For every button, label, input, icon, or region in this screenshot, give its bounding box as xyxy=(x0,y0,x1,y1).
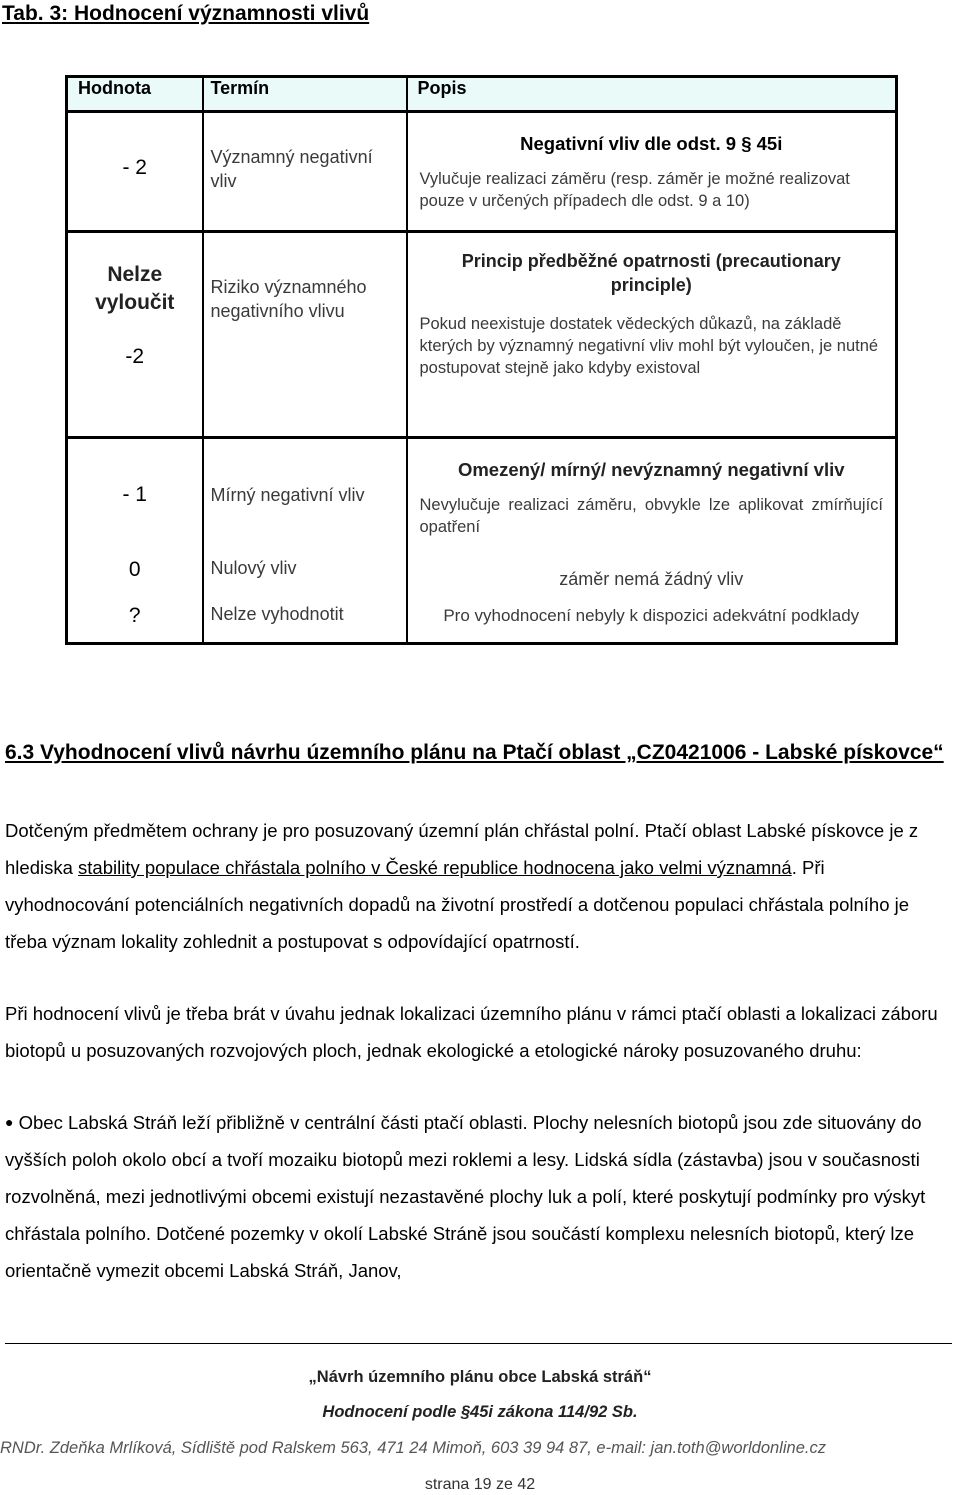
table-header-row xyxy=(67,77,897,112)
header-term: Termín xyxy=(203,77,407,112)
row-description: Pro vyhodnocení nebyly k dispozici adekvátní podklady xyxy=(407,600,897,644)
row-value: - 2 xyxy=(67,112,203,232)
header-description: Popis xyxy=(407,77,897,112)
footer-subtitle: Hodnocení podle §45i zákona 114/92 Sb. xyxy=(322,1403,638,1421)
row-value: - 1 xyxy=(67,438,203,554)
paragraph-1-start: Dotčeným předmětem ochrany je pro posuzovaný územní plán chřástal polní. Ptačí oblast Labské pískovce je z hlediska xyxy=(5,820,919,878)
footer-divider xyxy=(5,1343,952,1344)
paragraph-3 xyxy=(5,1104,950,1289)
table-row xyxy=(67,438,897,554)
row-description: záměr nemá žádný vliv xyxy=(407,554,897,600)
page-number: strana 19 ze 42 xyxy=(424,1476,536,1493)
section-heading: 6.3 Vyhodnocení vlivů návrhu územního plánu na Ptačí oblast „CZ0421006 - Labské pískovce“ xyxy=(5,741,944,764)
paragraph-2: Při hodnocení vlivů je třeba brát v úvahu jednak lokalizaci územního plánu v rámci ptačí oblasti a lokalizaci záboru biotopů u posuzovaných rozvojových ploch, jednak ekologické a etologické nároky posuzovaného druhu: xyxy=(5,1003,938,1061)
row-term: Nulový vliv xyxy=(203,554,407,600)
row-value xyxy=(67,232,203,438)
paragraph-1-end: . Při vyhodnocování potenciálních negativních dopadů na životní prostředí a dotčenou populaci chřástala polního je třeba význam lokality zohlednit a postupovat s odpovídající opatrností. xyxy=(5,857,910,952)
table-caption: Tab. 3: Hodnocení významnosti vlivů xyxy=(2,2,370,25)
paragraph-1-underlined: stability populace chřástala polního v České republice hodnocena jako velmi významná xyxy=(78,857,792,878)
table-row xyxy=(67,232,897,438)
row-value-label: Nelze vyloučit xyxy=(95,263,175,314)
row-description xyxy=(407,112,897,232)
row-term: Významný negativní vliv xyxy=(203,112,407,232)
table-row xyxy=(67,112,897,232)
footer-title: „Návrh územního plánu obce Labská stráň“ xyxy=(308,1368,652,1386)
row-description xyxy=(407,232,897,438)
row-desc-title: Negativní vliv dle odst. 9 § 45i xyxy=(520,133,783,154)
bullet-icon: ● xyxy=(5,1114,14,1130)
table-row xyxy=(67,554,897,600)
row-description xyxy=(407,438,897,554)
row-term: Riziko významného negativního vlivu xyxy=(203,232,407,438)
row-desc-text: Pokud neexistuje dostatek vědeckých důkazů, na základě kterých by významný negativní vliv mohl být vyloučen, je nutné postupovat stejně jako kdyby existoval xyxy=(419,315,879,377)
footer-address: RNDr. Zdeňka Mrlíková, Sídliště pod Ralskem 563, 471 24 Mimoň, 603 39 94 87, e-mail: jan.toth@worldonline.cz xyxy=(0,1439,826,1457)
row-desc-title: Princip předběžné opatrnosti (precautionary principle) xyxy=(461,251,841,295)
table-row xyxy=(67,600,897,644)
row-desc-title: Omezený/ mírný/ nevýznamný negativní vliv xyxy=(457,459,845,480)
paragraph-1 xyxy=(5,812,953,960)
row-desc-text: Vylučuje realizaci záměru (resp. záměr je možné realizovat pouze v určených případech dle odst. 9 a 10) xyxy=(419,170,850,210)
row-desc-text: Nevylučuje realizaci záměru, obvykle lze aplikovat zmírňující opatření xyxy=(419,496,883,536)
row-value: 0 xyxy=(128,557,141,581)
paragraph-3-text: Obec Labská Stráň leží přibližně v centrální části ptačí oblasti. Plochy nelesních biotopů jsou zde situovány do vyšších poloh okolo obcí a tvoří mozaiku biotopů mezi roklemi a lesy. Lidská sídla (zástavba) jsou v současnosti rozvolněná, mezi jednotlivými obcemi existují nezastavěné plochy luk a polí, které poskytují podmínky pro výskyt chřástala polního. Dotčené pozemky v okolí Labské Stráně jsou součástí komplexu nelesních biotopů, který lze orientačně vymezit obcemi Labská Stráň, Janov, xyxy=(5,1112,926,1281)
row-value-number: -2 xyxy=(125,345,145,368)
significance-table xyxy=(65,75,898,645)
row-term: Mírný negativní vliv xyxy=(203,438,407,554)
header-value: Hodnota xyxy=(67,77,203,112)
row-value: ? xyxy=(128,603,141,627)
row-term: Nelze vyhodnotit xyxy=(203,600,407,644)
